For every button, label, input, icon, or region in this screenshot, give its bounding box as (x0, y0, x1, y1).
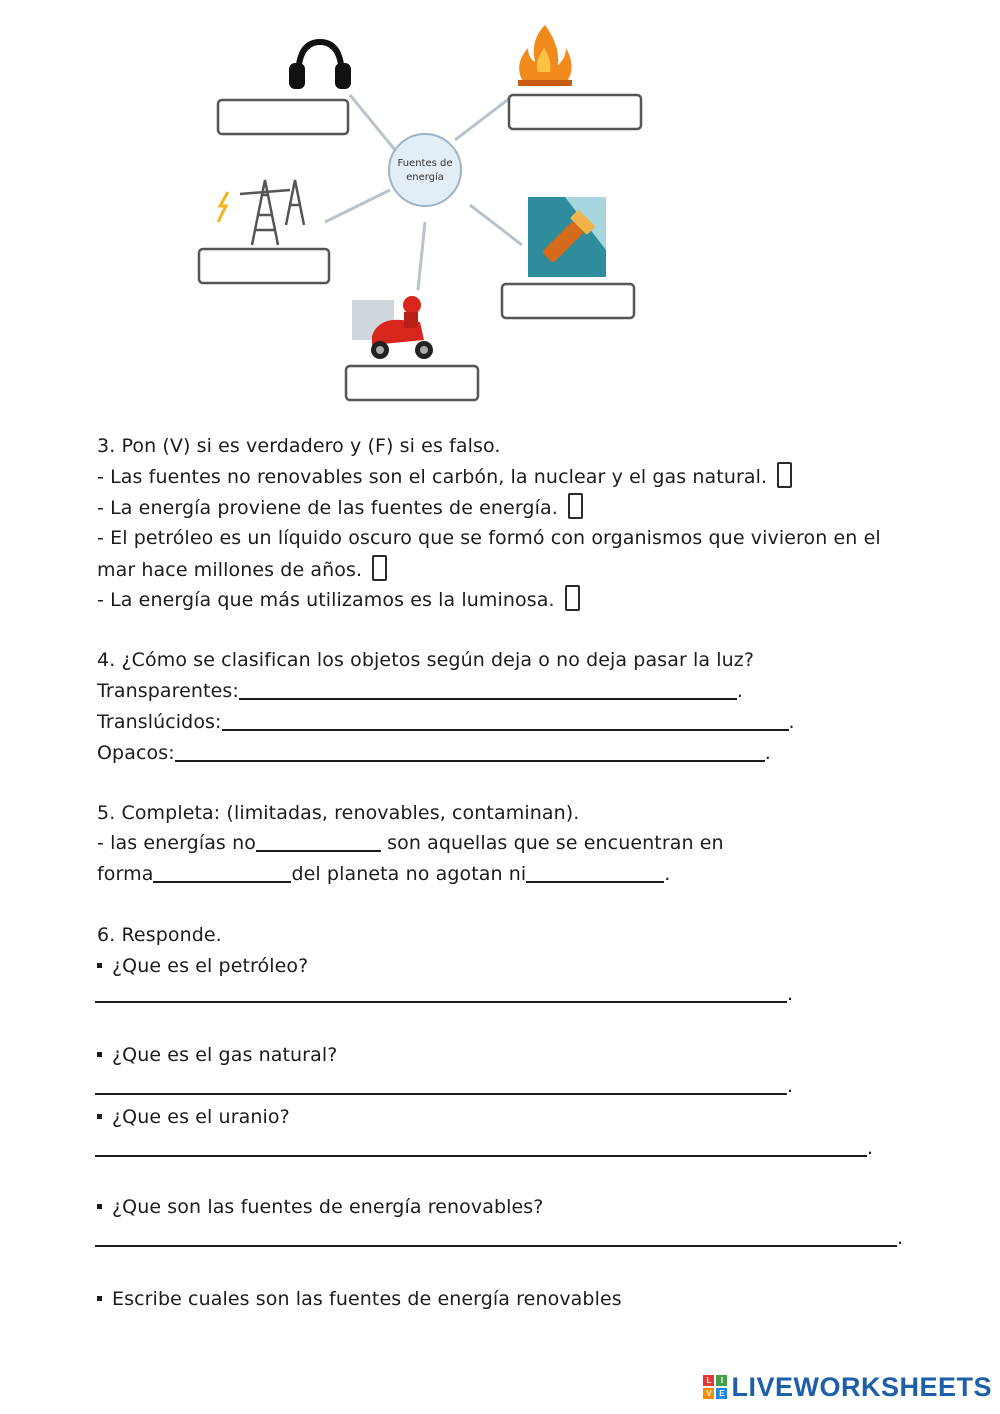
logo-letter-l: L (703, 1375, 714, 1386)
bullet-icon (97, 1204, 102, 1209)
energy-sources-diagram (0, 0, 1000, 420)
q5-blank-1[interactable] (256, 830, 381, 852)
center-label-2: energía (406, 172, 444, 183)
q3-item-3 (97, 555, 387, 584)
q4-row-transparentes: Transparentes: . (97, 680, 744, 702)
q6-answer-1[interactable] (95, 981, 787, 1003)
q4-label-translucidos: Translúcidos: (97, 711, 222, 733)
center-node (389, 134, 461, 206)
q3-answer-box-4[interactable] (565, 585, 580, 611)
q3-answer-box-3[interactable] (372, 555, 387, 581)
q3-item-3-line-1: - El petróleo es un líquido oscuro que se formó con organismos que vivieron en el (97, 527, 881, 549)
center-label-1: Fuentes de (397, 158, 453, 169)
q6-question-4-text: ¿Que son las fuentes de energía renovables? (112, 1196, 544, 1218)
liveworksheets-logo-icon (703, 1375, 727, 1399)
q6-answer-row-1: . (95, 980, 793, 1008)
q6-answer-row-2: . (95, 1072, 793, 1100)
q6-question-1-text: ¿Que es el petróleo? (112, 955, 309, 977)
q3-answer-box-2[interactable] (568, 493, 583, 519)
power-tower-icon (218, 180, 304, 245)
q6-question-5 (97, 1285, 622, 1313)
watermark-text: LIVEWORKSHEETS (731, 1371, 992, 1402)
q5-blank-2[interactable] (153, 861, 291, 883)
q3-item-1-text: - Las fuentes no renovables son el carbón, la nuclear y el gas natural. (97, 466, 768, 488)
logo-letter-e: E (716, 1388, 727, 1399)
q3-answer-box-1[interactable] (777, 462, 792, 488)
q6-answer-3[interactable] (95, 1135, 867, 1157)
logo-letter-i: I (716, 1375, 727, 1386)
q6-answer-2[interactable] (95, 1073, 787, 1095)
q5-blank-3[interactable] (526, 861, 664, 883)
scooter-icon (352, 296, 433, 359)
bullet-icon (97, 963, 102, 968)
q6-title: 6. Responde. (97, 924, 222, 946)
q5-title: 5. Completa: (limitadas, renovables, contaminan). (97, 802, 580, 824)
q6-answer-row-3: . (95, 1134, 873, 1162)
headphones-icon (292, 42, 348, 86)
fire-icon (518, 25, 572, 86)
q3-title: 3. Pon (V) si es verdadero y (F) si es falso. (97, 435, 501, 457)
answer-box-tower (199, 249, 329, 283)
q3-item-4 (97, 585, 580, 614)
q6-question-3-text: ¿Que es el uranio? (112, 1106, 290, 1128)
q5-line-1-end: son aquellas que se encuentran en (387, 832, 724, 854)
q5-line-1 (97, 829, 724, 857)
q4-answer-translucidos[interactable] (222, 709, 789, 731)
q6-question-1 (97, 952, 308, 980)
q5-line-2-middle: del planeta no agotan ni (291, 863, 527, 885)
logo-letter-v: V (703, 1388, 714, 1399)
q3-item-2-text: - La energía proviene de las fuentes de energía. (97, 497, 558, 519)
q6-answer-4[interactable] (95, 1225, 897, 1247)
answer-box-scooter (346, 366, 478, 400)
q5-line-2: forma del planeta no agotan ni . (97, 863, 671, 885)
q6-question-2-text: ¿Que es el gas natural? (112, 1044, 338, 1066)
q4-answer-opacos[interactable] (175, 740, 765, 762)
q4-title: 4. ¿Cómo se clasifican los objetos según deja o no deja pasar la luz? (97, 649, 755, 671)
answer-box-headphones (218, 100, 348, 134)
q3-item-4-text: - La energía que más utilizamos es la luminosa. (97, 589, 555, 611)
q6-question-5-text: Escribe cuales son las fuentes de energía renovables (112, 1288, 622, 1310)
liveworksheets-watermark (703, 1372, 992, 1402)
bullet-icon (97, 1052, 102, 1057)
q5-line-2-start: forma (97, 863, 154, 885)
bullet-icon (97, 1114, 102, 1119)
q6-question-4 (97, 1193, 543, 1221)
q4-label-transparentes: Transparentes: (97, 680, 239, 702)
q4-answer-transparentes[interactable] (239, 678, 737, 700)
q3-item-1 (97, 462, 792, 491)
q3-item-2 (97, 493, 583, 522)
q4-row-opacos: Opacos: . (97, 742, 771, 764)
bullet-icon (97, 1296, 102, 1301)
answer-box-flashlight (502, 284, 634, 318)
q6-question-3 (97, 1103, 290, 1131)
q6-question-2 (97, 1041, 337, 1069)
q3-item-3-text: mar hace millones de años. (97, 559, 363, 581)
answer-box-fire (509, 95, 641, 129)
q6-answer-row-4: . (95, 1224, 903, 1252)
q5-line-1-start: - las energías no (97, 832, 256, 854)
flashlight-icon (528, 197, 606, 277)
q4-row-translucidos: Translúcidos: . (97, 711, 795, 733)
q4-label-opacos: Opacos: (97, 742, 175, 764)
